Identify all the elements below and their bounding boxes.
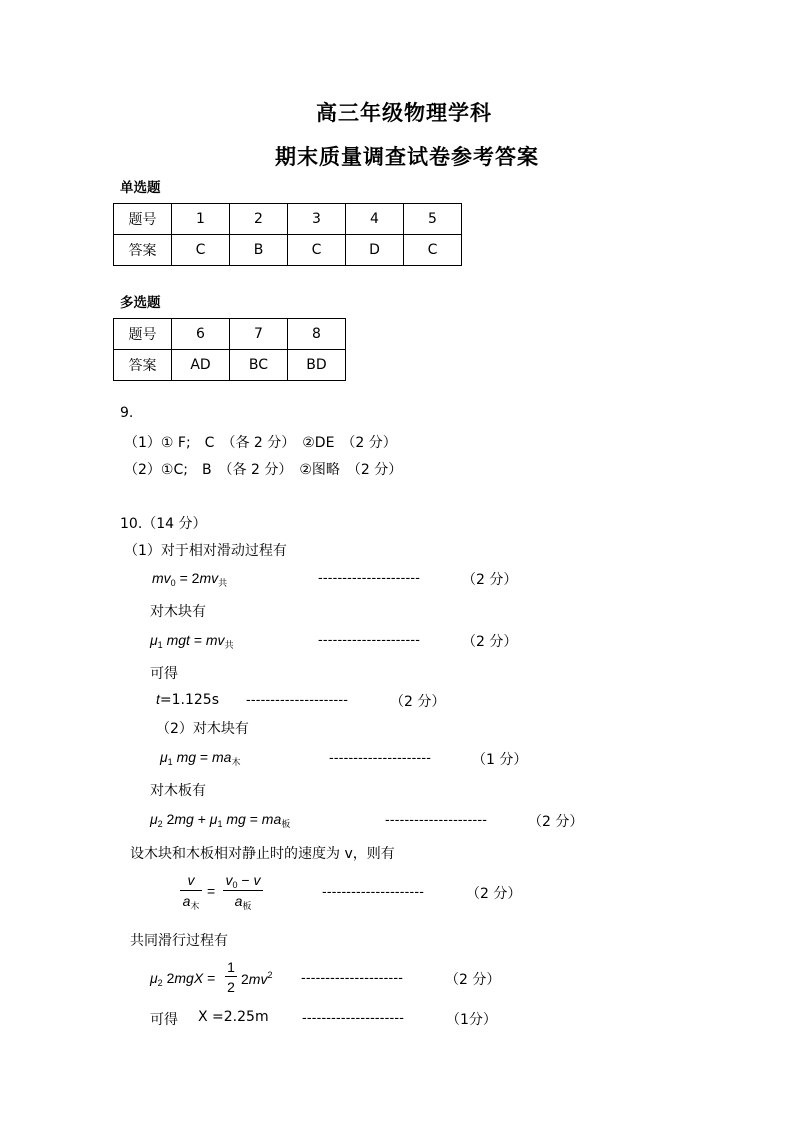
question-number-cell: 2: [230, 204, 288, 235]
score-label: （2 分）: [462, 572, 518, 588]
score-label: （1分）: [446, 1012, 497, 1028]
multi-choice-heading: 多选题: [120, 295, 161, 311]
q9-number: 9.: [120, 405, 134, 421]
question-number-cell: 6: [172, 319, 230, 350]
equation-board-acceleration: $\mu_2$ $2mg + \mu_1$ mg = $ma_板$: [150, 811, 291, 830]
together-sliding-label: 共同滑行过程有: [130, 933, 228, 949]
question-number-cell: 7: [230, 319, 288, 350]
equation-energy-left: $\mu_2$ 2mgX =: [150, 970, 216, 988]
table-row: [114, 319, 346, 350]
obtain-label: 可得: [150, 1012, 178, 1028]
dash-leader: ---------------------: [322, 883, 425, 899]
let-v-statement: 设木块和木板相对静止时的速度为 v，则有: [130, 846, 395, 862]
q10-heading: 10.（14 分）: [120, 516, 207, 532]
score-label: （2 分）: [390, 694, 446, 710]
table-row: [114, 350, 346, 381]
question-number-cell: 3: [288, 204, 346, 235]
q10-part-2: （2）对木块有: [156, 721, 249, 737]
table-header-cell: 答案: [114, 350, 172, 381]
answer-cell: D: [346, 235, 404, 266]
multi-choice-table: [113, 318, 346, 381]
q10-part-1: （1）对于相对滑动过程有: [124, 543, 287, 559]
table-header-cell: 题号: [114, 319, 172, 350]
dash-leader: ---------------------: [329, 749, 432, 765]
equation-energy-right: $2mv^2$: [241, 970, 273, 987]
score-label: （2 分）: [528, 814, 584, 830]
title-line-1: 高三年级物理学科: [316, 101, 492, 125]
dash-leader: ---------------------: [302, 1009, 405, 1025]
table-row: [114, 235, 462, 266]
wood-block-label: 对木块有: [150, 604, 206, 620]
answer-cell: C: [288, 235, 346, 266]
fraction-left: v $a_木$: [180, 872, 202, 911]
table-header-cell: 答案: [114, 235, 172, 266]
score-label: （1 分）: [472, 752, 528, 768]
q9-line-1: （1）① F; C （各 2 分） ②DE （2 分）: [124, 435, 397, 451]
fraction-one-half: 1 2: [225, 959, 237, 996]
dash-leader: ---------------------: [301, 969, 404, 985]
table-header-cell: 题号: [114, 204, 172, 235]
single-choice-table: [113, 203, 462, 266]
dash-leader: ---------------------: [246, 691, 349, 707]
dash-leader: ---------------------: [318, 569, 421, 585]
distance-result: X =2.25m: [198, 1009, 269, 1025]
equation-momentum: $mv_0 = 2mv_共$: [152, 570, 228, 589]
answer-cell: B: [230, 235, 288, 266]
single-choice-heading: 单选题: [120, 180, 161, 196]
equation-block-acceleration: $\mu_1$ mg = $ma_木$: [160, 749, 241, 768]
answer-cell: C: [404, 235, 462, 266]
table-row: [114, 204, 462, 235]
score-label: （2 分）: [462, 634, 518, 650]
time-result: t=1.125s: [156, 691, 219, 708]
equals-sign: =: [207, 883, 216, 899]
question-number-cell: 5: [404, 204, 462, 235]
score-label: （2 分）: [445, 972, 501, 988]
answer-cell: BC: [230, 350, 288, 381]
obtain-label: 可得: [150, 666, 178, 682]
q9-line-2: （2）①C; B （各 2 分） ②图略 （2 分）: [124, 462, 403, 478]
dash-leader: ---------------------: [318, 631, 421, 647]
question-number-cell: 8: [288, 319, 346, 350]
title-line-2: 期末质量调查试卷参考答案: [275, 145, 539, 169]
answer-cell: BD: [288, 350, 346, 381]
wood-board-label: 对木板有: [150, 783, 206, 799]
dash-leader: ---------------------: [385, 811, 488, 827]
equation-impulse: $\mu_1$ mgt = $mv_共$: [150, 632, 234, 651]
answer-cell: AD: [172, 350, 230, 381]
score-label: （2 分）: [466, 886, 522, 902]
question-number-cell: 4: [346, 204, 404, 235]
answer-cell: C: [172, 235, 230, 266]
fraction-right: $v_0 - v$ $a_板$: [223, 872, 263, 911]
question-number-cell: 1: [172, 204, 230, 235]
